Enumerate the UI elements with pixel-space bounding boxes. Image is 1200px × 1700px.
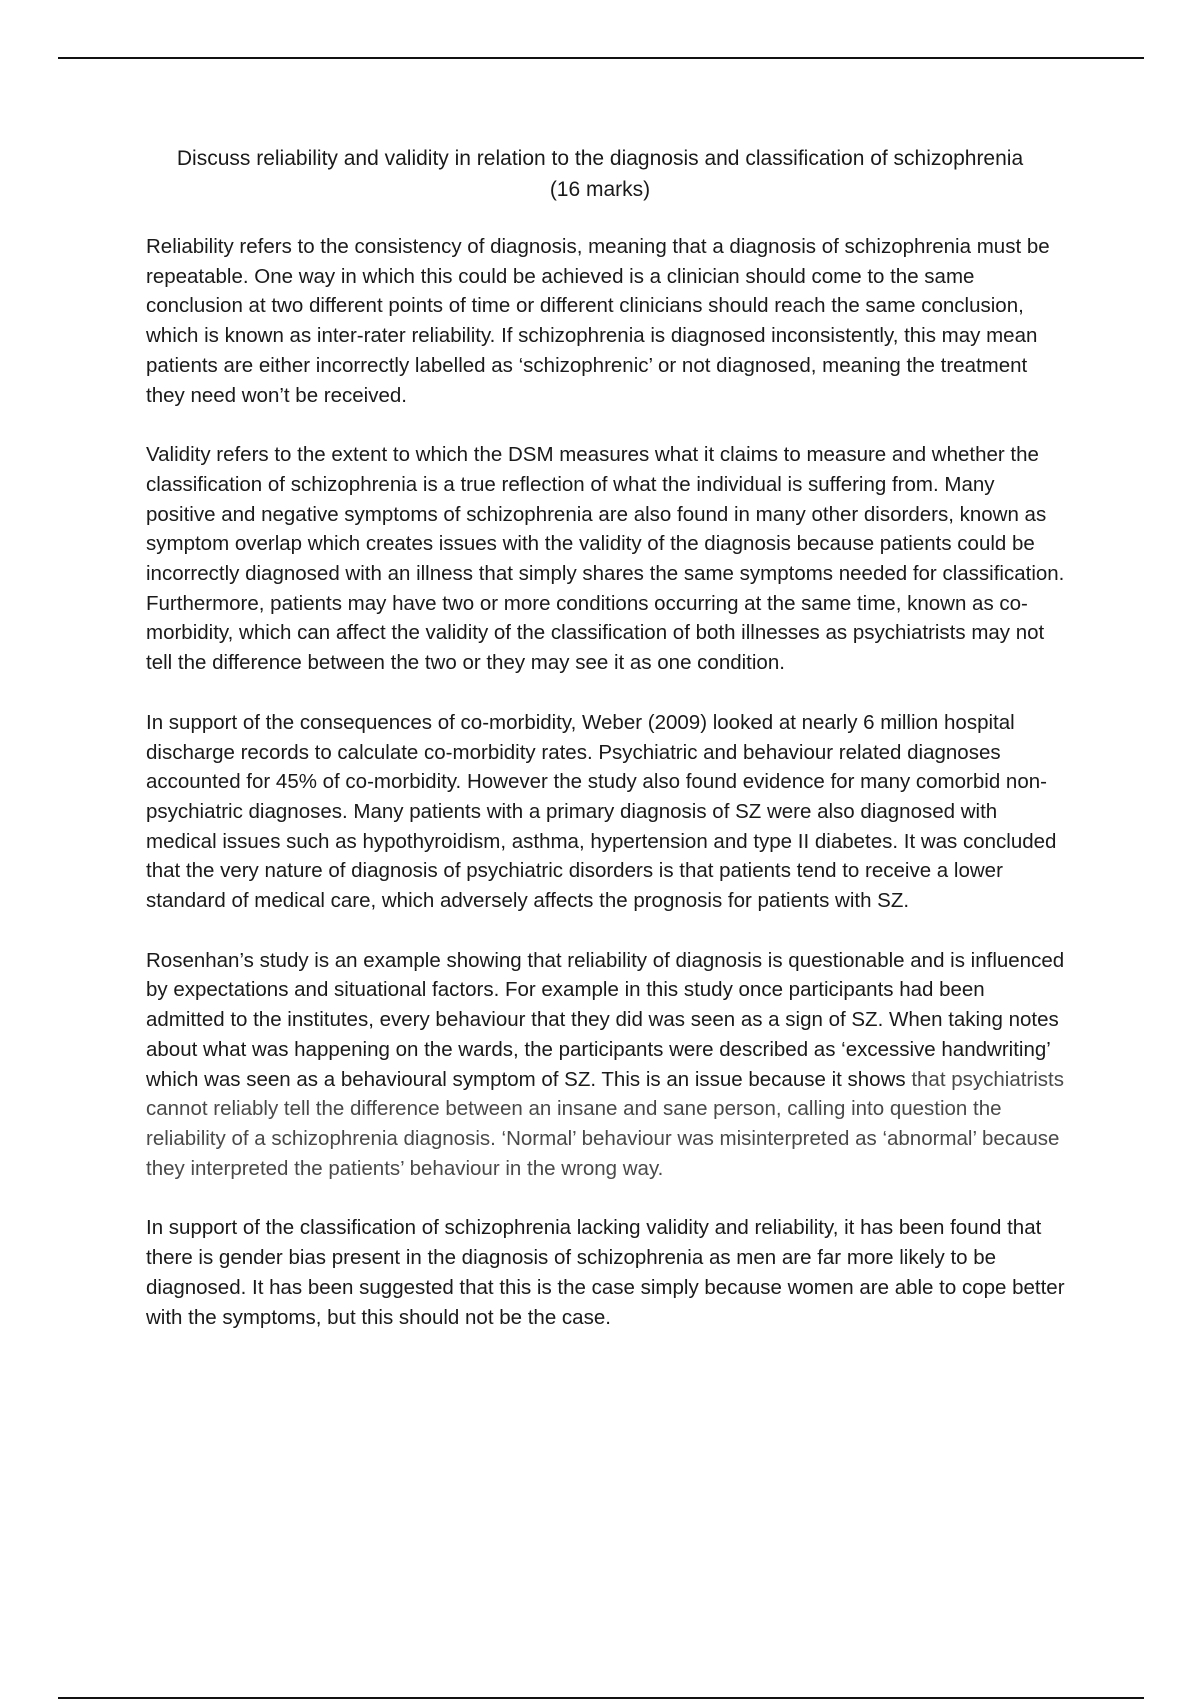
paragraph-reliability: Reliability refers to the consistency of diagnosis, meaning that a diagnosis of schizophrenia must be repeatable. One way in which this could be achieved is a clinician should come to the same conclusion at two different points of time or different clinicians should reach the same conclusion, which is known as inter-rater reliability. If schizophrenia is diagnosed inconsistently, this may mean patients are either incorrectly labelled as ‘schizophrenic’ or not diagnosed, meaning the treatment they need won’t be received. [146,235,1050,407]
paragraph-validity: Validity refers to the extent to which the DSM measures what it claims to measure and whether the classification of schizophrenia is a true reflection of what the individual is suffering from. Many positive and negative symptoms of schizophrenia are also found in many other disorders, known as symptom overlap which creates issues with the validity of the diagnosis because patients could be incorrectly diagnosed with an illness that simply shares the same symptoms needed for classification. Furthermore, patients may have two or more conditions occurring at the same time, known as co-morbidity, which can affect the validity of the classification of both illnesses as psychiatrists may not tell the difference between the two or they may see it as one condition. [146,443,1065,675]
top-rule [58,57,1144,59]
rosenhan-text-part2: that psychiatrists cannot reliably tell the difference between an insane and sane person, calling into question the reliability of a schizophrenia diagnosis. ‘Normal’ behaviour was misinterpreted as ‘abnormal’ because they interpreted the patients’ behaviour in the wrong way. [146,1067,1064,1180]
essay-body [146,232,1066,1362]
paragraph-gender-bias: In support of the classification of schizophrenia lacking validity and reliability, it has been found that there is gender bias present in the diagnosis of schizophrenia as men are far more likely to be diagnosed. It has been suggested that this is the case simply because women are able to cope better with the symptoms, but this should not be the case. [146,1216,1065,1329]
essay-title: Discuss reliability and validity in relation to the diagnosis and classification of schizophrenia [176,147,1024,170]
rosenhan-text-part1: Rosenhan’s study is an example showing that reliability of diagnosis is questionable and is influenced by expectations and situational factors. For example in this study once participants had been admitted to the institutes, every behaviour that they did was seen as a sign of SZ. When taking notes about what was happening on the wards, the participants were described as ‘excessive handwriting’ which was seen as a behavioural symptom of SZ. This is an issue because it shows [146,948,1065,1091]
essay-heading [130,143,1070,205]
essay-marks: (16 marks) [549,178,651,201]
paragraph-rosenhan [146,946,1066,1184]
paragraph-comorbidity: In support of the consequences of co-morbidity, Weber (2009) looked at nearly 6 million hospital discharge records to calculate co-morbidity rates. Psychiatric and behaviour related diagnoses accounted for 45% of co-morbidity. However the study also found evidence for many comorbid non-psychiatric diagnoses. Many patients with a primary diagnosis of SZ were also diagnosed with medical issues such as hypothyroidism, asthma, hypertension and type II diabetes. It was concluded that the very nature of diagnosis of psychiatric disorders is that patients tend to receive a lower standard of medical care, which adversely affects the prognosis for patients with SZ. [146,710,1057,913]
bottom-rule [58,1697,1144,1699]
